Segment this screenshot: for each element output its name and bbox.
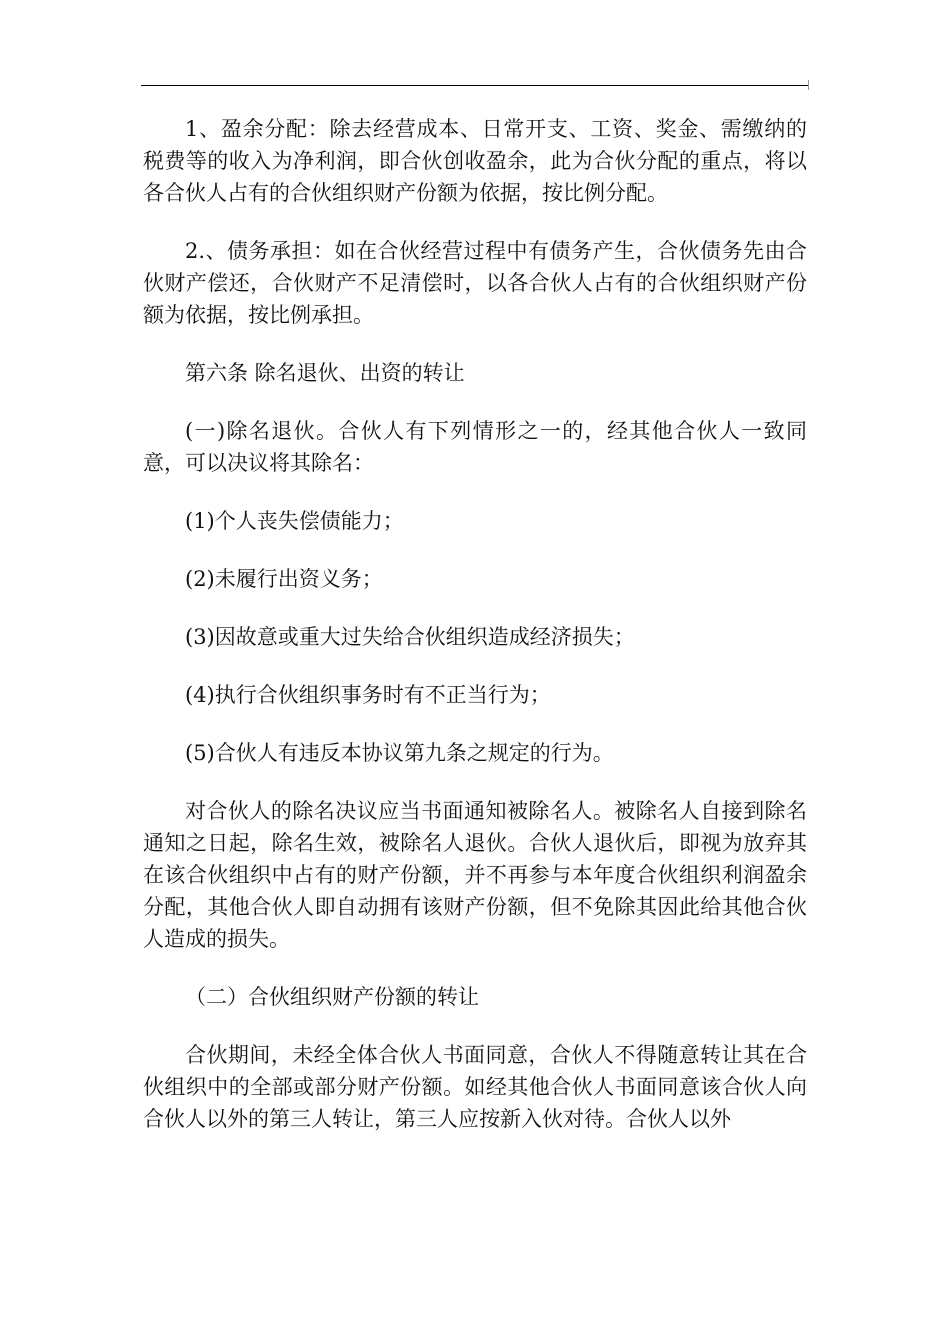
list-item-1: (1)个人丧失偿债能力； [185,509,404,533]
paragraph-debt-bearing: 2.、债务承担：如在合伙经营过程中有债务产生，合伙债务先由合伙财产偿还，合伙财产不足清偿时，以各合伙人占有的合伙组织财产份额为依据，按比例承担。 [143,239,807,327]
paragraph-profit-distribution: 1、盈余分配：除去经营成本、日常开支、工资、奖金、需缴纳的税费等的收入为净利润，即合伙创收盈余，此为合伙分配的重点，将以各合伙人占有的合伙组织财产份额为依据，按比例分配。 [143,117,807,205]
document-body [143,113,807,1135]
paragraph-share-transfer: 合伙期间，未经全体合伙人书面同意，合伙人不得随意转让其在合伙组织中的全部或部分财产份额。如经其他合伙人书面同意该合伙人向合伙人以外的第三人转让，第三人应按新入伙对待。合伙人以外 [143,1043,807,1131]
header-rule-tick [808,80,809,90]
header-rule [141,85,809,86]
article-six-heading: 第六条 除名退伙、出资的转让 [185,361,465,385]
paragraph-expulsion: (一)除名退伙。合伙人有下列情形之一的，经其他合伙人一致同意，可以决议将其除名： [143,419,807,475]
list-item-2: (2)未履行出资义务； [185,567,383,591]
list-item-4: (4)执行合伙组织事务时有不正当行为； [185,683,551,707]
list-item-5: (5)合伙人有违反本协议第九条之规定的行为。 [185,741,614,765]
paragraph-expulsion-notice: 对合伙人的除名决议应当书面通知被除名人。被除名人自接到除名通知之日起，除名生效，被除名人退伙。合伙人退伙后，即视为放弃其在该合伙组织中占有的财产份额，并不再参与本年度合伙组织利润盈余分配，其他合伙人即自动拥有该财产份额，但不免除其因此给其他合伙人造成的损失。 [143,799,807,951]
list-item-3: (3)因故意或重大过失给合伙组织造成经济损失； [185,625,635,649]
section-two-heading: （二）合伙组织财产份额的转让 [185,985,479,1009]
